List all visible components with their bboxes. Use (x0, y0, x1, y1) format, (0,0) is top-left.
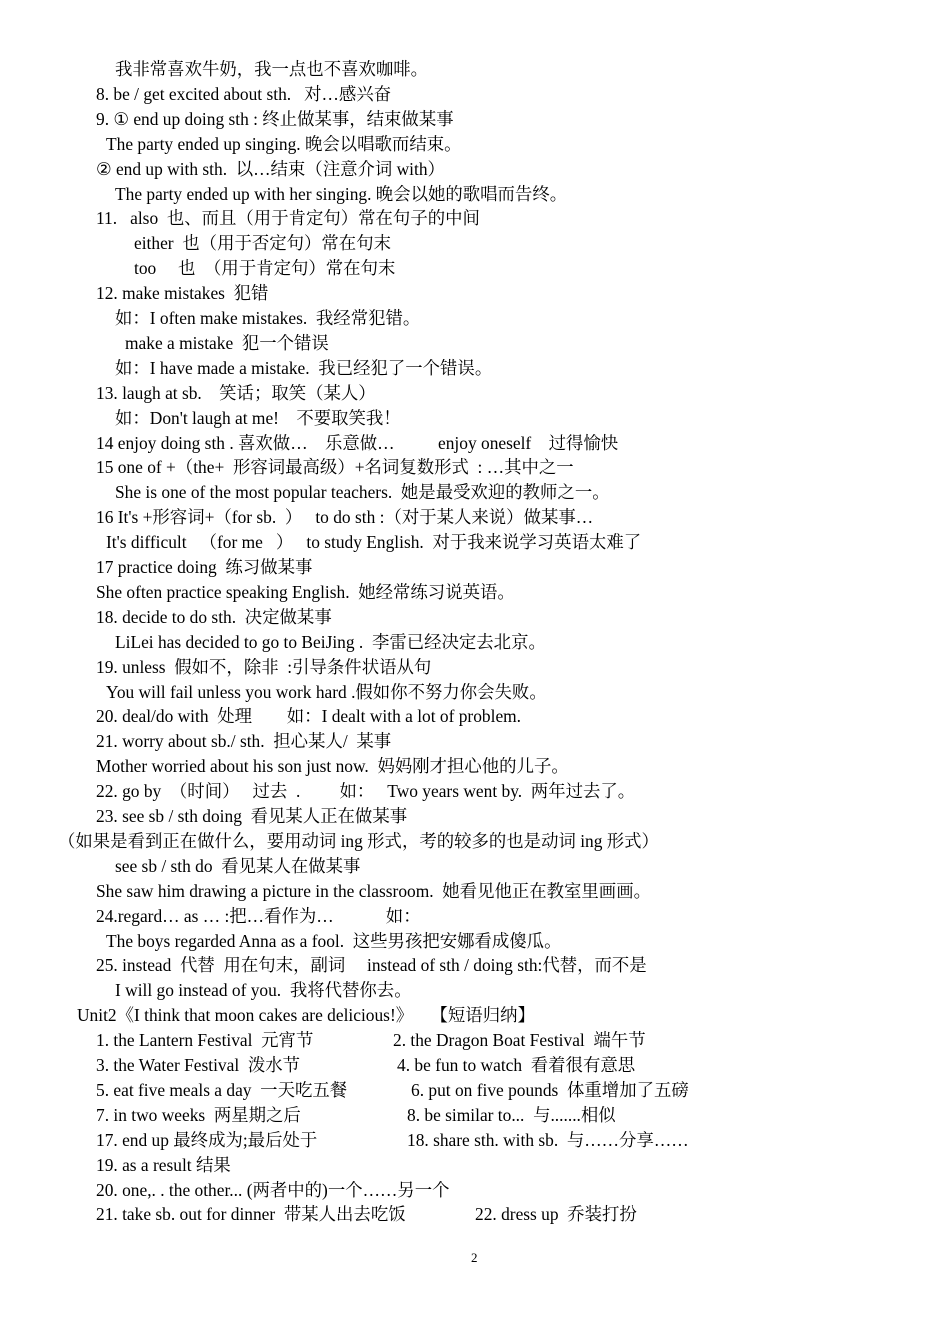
text-line: ② end up with sth. 以…结束（注意介词 with） (96, 159, 445, 179)
text-line: 20. deal/do with 处理 如：I dealt with a lot of problem. (96, 706, 522, 726)
phrase-item: 19. as a result 结果 (96, 1155, 231, 1175)
text-line: 23. see sb / sth doing 看见某人正在做某事 (96, 806, 408, 826)
phrase-item: 18. share sth. with sb. 与……分享…… (407, 1130, 689, 1150)
text-line: 如：I have made a mistake. 我已经犯了一个错误。 (115, 358, 493, 378)
text-line: 12. make mistakes 犯错 (96, 283, 269, 303)
text-line: 9. ① end up doing sth : 终止做某事，结束做某事 (96, 109, 454, 129)
text-line: 17 practice doing 练习做某事 (96, 557, 313, 577)
text-line: 25. instead 代替 用在句末，副词 instead of sth / doing sth:代替，而不是 (96, 955, 647, 975)
phrase-item: 22. dress up 乔装打扮 (475, 1204, 637, 1224)
text-line: The boys regarded Anna as a fool. 这些男孩把安娜看成傻瓜。 (106, 931, 562, 951)
text-line: It's difficult （for me ） to study English. 对于我来说学习英语太难了 (106, 532, 642, 552)
text-line: Mother worried about his son just now. 妈妈刚才担心他的儿子。 (96, 756, 569, 776)
text-line: She is one of the most popular teachers. 她是最受欢迎的教师之一。 (115, 482, 610, 502)
text-line: 11. also 也、而且（用于肯定句）常在句子的中间 (96, 208, 480, 228)
text-line: too 也 （用于肯定句）常在句末 (134, 258, 396, 278)
text-line: I will go instead of you. 我将代替你去。 (115, 980, 412, 1000)
text-line: 24.regard… as … :把…看作为… 如： (96, 906, 421, 926)
phrase-item: 3. the Water Festival 泼水节 (96, 1055, 301, 1075)
text-line: 如：Don't laugh at me! 不要取笑我！ (115, 408, 401, 428)
text-line: 18. decide to do sth. 决定做某事 (96, 607, 332, 627)
text-line: 如：I often make mistakes. 我经常犯错。 (115, 308, 421, 328)
text-line: 19. unless 假如不，除非 :引导条件状语从句 (96, 657, 432, 677)
phrase-item: 4. be fun to watch 看着很有意思 (397, 1055, 636, 1075)
text-line: 14 enjoy doing sth . 喜欢做… 乐意做… enjoy oneself 过得愉快 (96, 433, 619, 453)
phrase-item: 20. one,. . the other... (两者中的)一个……另一个 (96, 1180, 450, 1200)
text-line: LiLei has decided to go to BeiJing . 李雷已经决定去北京。 (115, 632, 546, 652)
phrase-item: 1. the Lantern Festival 元宵节 (96, 1030, 314, 1050)
phrase-item: 5. eat five meals a day 一天吃五餐 (96, 1080, 348, 1100)
text-line: She often practice speaking English. 她经常练习说英语。 (96, 582, 515, 602)
text-line: make a mistake 犯一个错误 (125, 333, 329, 353)
phrase-item: 7. in two weeks 两星期之后 (96, 1105, 301, 1125)
phrase-item: 17. end up 最终成为;最后处于 (96, 1130, 318, 1150)
phrase-item: 2. the Dragon Boat Festival 端午节 (393, 1030, 646, 1050)
text-line: 15 one of +（the+ 形容词最高级）+名词复数形式 : …其中之一 (96, 457, 574, 477)
text-line: 22. go by （时间） 过去 . 如： Two years went by. 两年过去了。 (96, 781, 636, 801)
unit-heading: Unit2《I think that moon cakes are delicious!》 【短语归纳】 (77, 1005, 535, 1025)
text-line: either 也（用于否定句）常在句末 (134, 233, 391, 253)
phrase-item: 21. take sb. out for dinner 带某人出去吃饭 (96, 1204, 406, 1224)
phrase-item: 8. be similar to... 与.......相似 (407, 1105, 616, 1125)
text-line: The party ended up with her singing. 晚会以她的歌唱而告终。 (115, 184, 568, 204)
text-line: The party ended up singing. 晚会以唱歌而结束。 (106, 134, 462, 154)
text-line: see sb / sth do 看见某人在做某事 (115, 856, 361, 876)
text-line: 我非常喜欢牛奶，我一点也不喜欢咖啡。 (115, 59, 429, 79)
text-line: 13. laugh at sb. 笑话；取笑（某人） (96, 383, 376, 403)
text-line: 8. be / get excited about sth. 对…感兴奋 (96, 84, 392, 104)
page-number: 2 (471, 1250, 478, 1265)
text-line: （如果是看到正在做什么，要用动词 ing 形式，考的较多的也是动词 ing 形式） (58, 831, 659, 851)
text-line: 16 It's +形容词+（for sb. ） to do sth :（对于某人来说）做某事… (96, 507, 594, 527)
text-line: 21. worry about sb./ sth. 担心某人/ 某事 (96, 731, 392, 751)
text-line: She saw him drawing a picture in the classroom. 她看见他正在教室里画画。 (96, 881, 651, 901)
phrase-item: 6. put on five pounds 体重增加了五磅 (411, 1080, 689, 1100)
text-line: You will fail unless you work hard .假如你不努力你会失败。 (106, 682, 547, 702)
